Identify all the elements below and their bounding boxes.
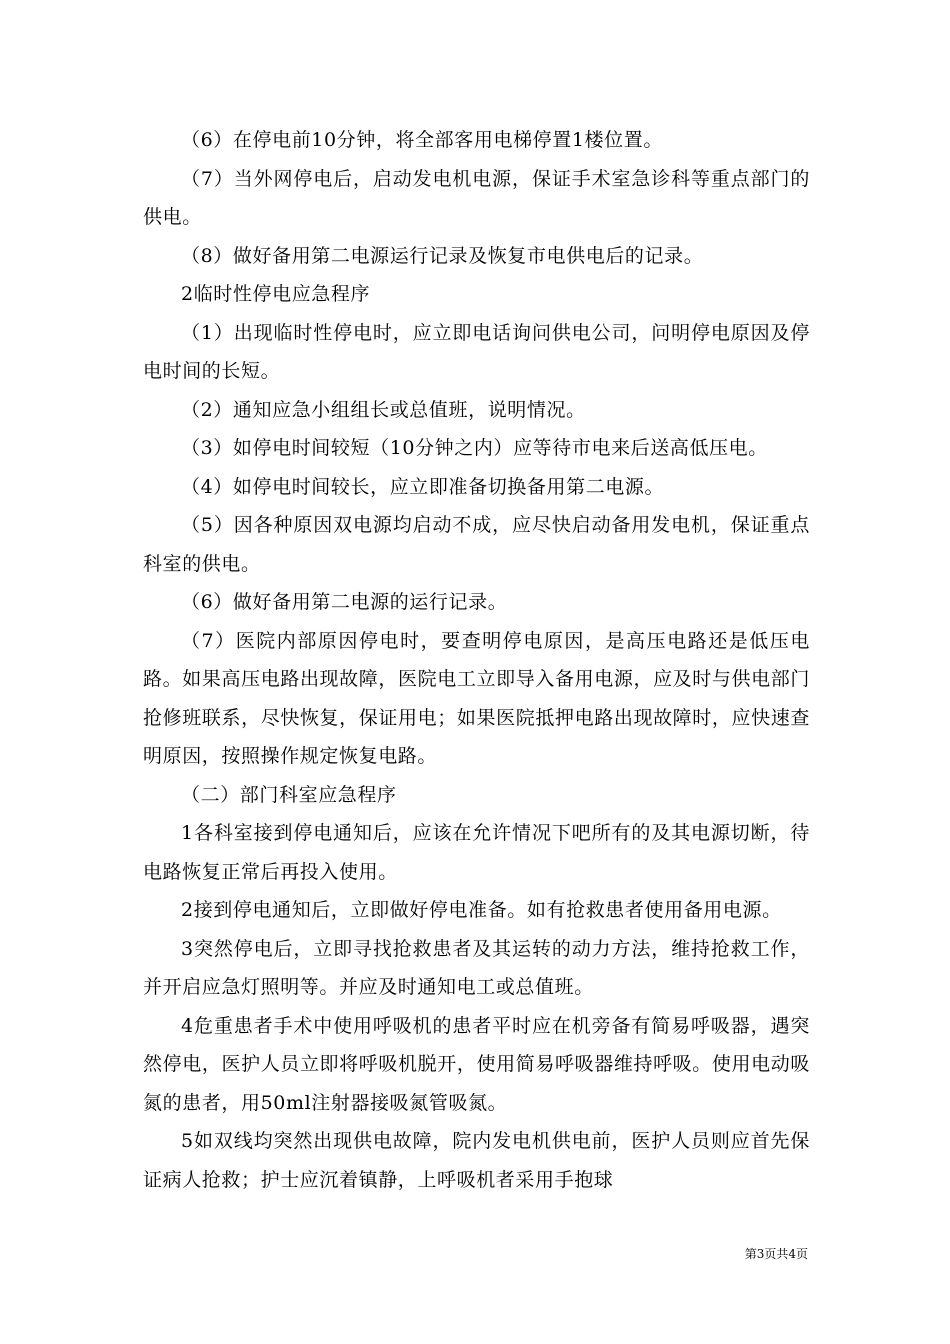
- document-body: [143, 121, 810, 1199]
- paragraph: （4）如停电时间较长，应立即准备切换备用第二电源。: [181, 475, 665, 498]
- paragraph: （6）做好备用第二电源的运行记录。: [181, 591, 508, 613]
- paragraph: （1）出现临时性停电时，应立即电话询问供电公司，问明停电原因及停电时间的长短。: [143, 321, 810, 382]
- paragraph: （6）在停电前10分钟，将全部客用电梯停置1楼位置。: [181, 129, 663, 151]
- paragraph: 1各科室接到停电通知后，应该在允许情况下吧所有的及其电源切断，待电路恢复正常后再投入使用。: [143, 822, 810, 883]
- page-number: 第3页共4页: [744, 1247, 808, 1261]
- paragraph: 3突然停电后，立即寻找抢救患者及其运转的动力方法，维持抢救工作，并开启应急灯照明等。并应及时通知电工或总值班。: [143, 937, 810, 998]
- section-heading: （二）部门科室应急程序: [181, 783, 397, 806]
- paragraph: 4危重患者手术中使用呼吸机的患者平时应在机旁备有简易呼吸器，遇突然停电，医护人员立即将呼吸机脱开，使用简易呼吸器维持呼吸。使用电动吸氮的患者，用50ml注射器接吸氮管吸氮。: [143, 1014, 810, 1114]
- paragraph: （5）因各种原因双电源均启动不成，应尽快启动备用发电机，保证重点科室的供电。: [143, 514, 810, 575]
- paragraph: （7）医院内部原因停电时，要查明停电原因，是高压电路还是低压电路。如果高压电路出现故障，医院电工立即导入备用电源，应及时与供电部门抢修班联系，尽快恢复，保证用电；如果医院抵押电路出现故障时，应快速查明原因，按照操作规定恢复电路。: [143, 629, 810, 767]
- paragraph: 2接到停电通知后，立即做好停电准备。如有抢救患者使用备用电源。: [181, 899, 782, 921]
- section-heading: 2临时性停电应急程序: [181, 283, 371, 305]
- paragraph: （7）当外网停电后，启动发电机电源，保证手术室急诊科等重点部门的供电。: [143, 167, 810, 228]
- paragraph: （8）做好备用第二电源运行记录及恢复市电供电后的记录。: [181, 244, 704, 267]
- paragraph: （3）如停电时间较短（10分钟之内）应等待市电来后送高低压电。: [181, 437, 768, 459]
- paragraph: （2）通知应急小组组长或总值班，说明情况。: [181, 398, 586, 421]
- paragraph: 5如双线均突然出现供电故障，院内发电机供电前，医护人员则应首先保证病人抢救；护士应沉着镇静，上呼吸机者采用手抱球: [143, 1130, 810, 1191]
